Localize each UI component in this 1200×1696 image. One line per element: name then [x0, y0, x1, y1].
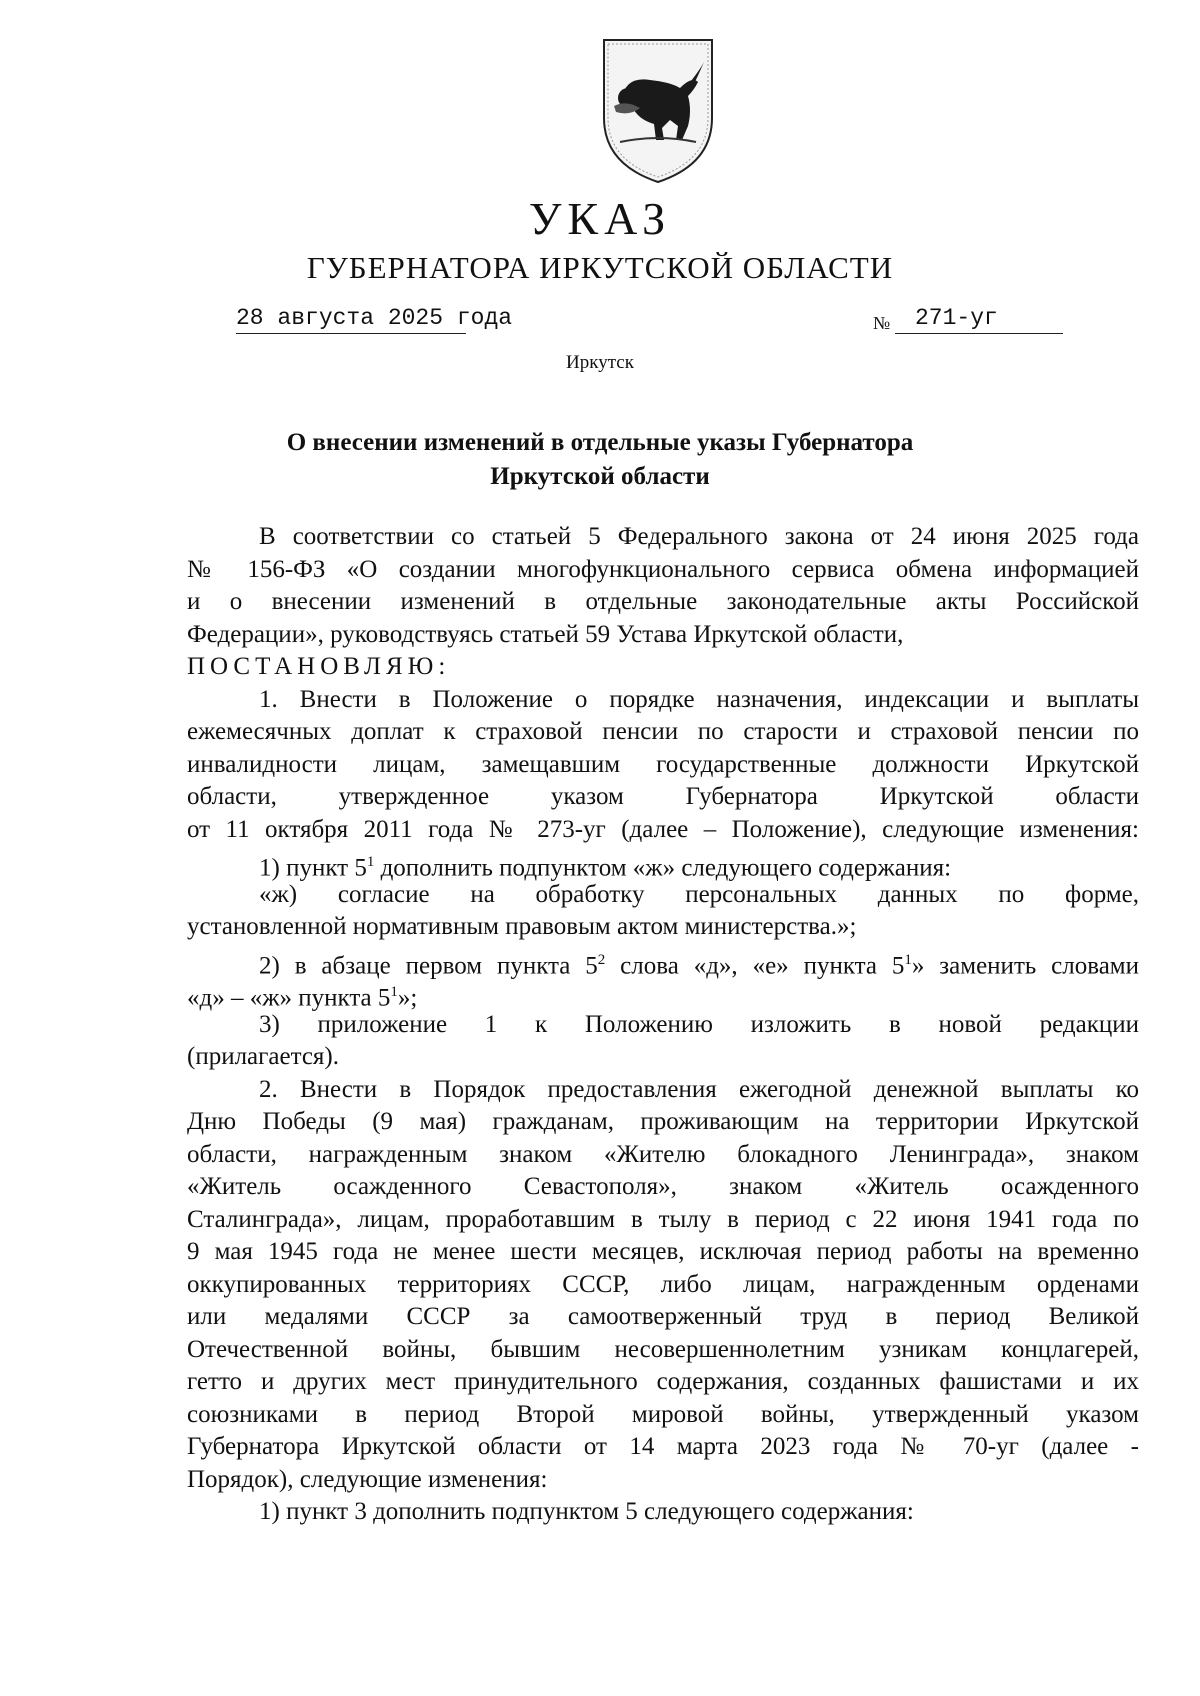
- body-line: инвалидности лицам, замещавшим государственные должности Иркутской: [187, 750, 1139, 778]
- body-line: Сталинграда», лицам, проработавшим в тылу в период с 22 июня 1941 года по: [187, 1205, 1139, 1233]
- document-body: [187, 521, 1139, 1529]
- body-line: 9 мая 1945 года не менее шести месяцев, исключая период работы на временно: [187, 1238, 1139, 1265]
- body-line: или медалями СССР за самоотверженный труд в период Великой: [187, 1303, 1139, 1330]
- superscript: 1: [904, 951, 912, 968]
- body-text: «д» – «ж» пункта 5: [187, 984, 391, 1012]
- body-line: 1) пункт 3 дополнить подпунктом 5 следующего содержания:: [259, 1498, 914, 1525]
- body-line: союзниками в период Второй мировой войны, утвержденный указом: [187, 1400, 1139, 1428]
- body-line: В соответствии со статьей 5 Федерального закона от 24 июня 2025 года: [259, 523, 1139, 550]
- body-line: [187, 944, 1139, 977]
- body-line: области, награжденным знаком «Жителю блокадного Ленинграда», знаком: [187, 1140, 1139, 1168]
- body-line: Губернатора Иркутской области от 14 марта 2023 года № 70-уг (далее -: [187, 1433, 1139, 1460]
- superscript: 2: [597, 951, 606, 968]
- body-text: слова «д», «е» пункта 5: [605, 951, 905, 979]
- body-line: 2. Внести в Порядок предоставления ежегодной денежной выплаты ко: [259, 1075, 1139, 1103]
- body-line: «ж) согласие на обработку персональных данных по форме,: [259, 880, 1139, 908]
- body-line: 3) приложение 1 к Положению изложить в новой редакции: [259, 1010, 1139, 1038]
- body-line: гетто и других мест принудительного содержания, созданных фашистами и их: [187, 1368, 1139, 1395]
- document-date: 28 августа 2025 года: [236, 303, 466, 334]
- subject-line: Иркутской области: [490, 463, 710, 490]
- body-line: ежемесячных доплат к страховой пенсии по старости и страховой пенсии по: [187, 718, 1139, 745]
- superscript: 1: [390, 984, 398, 1000]
- body-line: Отечественной войны, бывшим несовершеннолетним узникам концлагерей,: [187, 1335, 1139, 1363]
- body-line: 1. Внести в Положение о порядке назначения, индексации и выплаты: [259, 685, 1139, 713]
- document-subject: [200, 426, 1000, 494]
- body-line: [187, 846, 1139, 882]
- body-line: и о внесении изменений в отдельные законодательные акты Российской: [187, 588, 1139, 615]
- body-line: «Житель осажденного Севастополя», знаком «Житель осажденного: [187, 1173, 1139, 1200]
- body-line: от 11 октября 2011 года № 273-уг (далее – Положение), следующие изменения:: [187, 815, 1139, 843]
- body-line: установленной нормативным правовым актом министерства.»;: [187, 913, 857, 940]
- document-number: 271-уг: [895, 303, 1063, 334]
- resolution-keyword: ПОСТАНОВЛЯЮ:: [187, 653, 451, 680]
- body-text: » заменить словами: [911, 951, 1140, 979]
- body-text: дополнить подпунктом «ж» следующего содержания:: [374, 854, 952, 882]
- body-text: »;: [397, 984, 418, 1012]
- body-line: № 156-ФЗ «О создании многофункционального сервиса обмена информацией: [187, 555, 1139, 583]
- body-text: 2) в абзаце первом пункта 5: [259, 951, 598, 979]
- body-line: оккупированных территориях СССР, либо лицам, награжденным орденами: [187, 1270, 1139, 1298]
- body-line: Порядок), следующие изменения:: [187, 1465, 548, 1493]
- document-type-title: УКАЗ: [528, 193, 672, 244]
- body-line: [187, 976, 1139, 1012]
- body-line: Федерации», руководствуясь статьей 59 Устава Иркутской области,: [187, 620, 904, 648]
- superscript: 1: [366, 854, 375, 870]
- coat-of-arms-emblem: [600, 36, 716, 186]
- body-line: Дню Победы (9 мая) гражданам, проживающим на территории Иркутской: [187, 1108, 1139, 1135]
- body-text: 1) пункт 5: [259, 854, 367, 882]
- body-line: области, утвержденное указом Губернатора Иркутской области: [187, 783, 1139, 810]
- issuing-authority: ГУБЕРНАТОРА ИРКУТСКОЙ ОБЛАСТИ: [306, 250, 894, 285]
- city-of-issue: Иркутск: [566, 352, 634, 373]
- subject-line: О внесении изменений в отдельные указы Губернатора: [286, 429, 914, 456]
- body-line: (прилагается).: [187, 1043, 340, 1070]
- number-sign: №: [873, 313, 891, 333]
